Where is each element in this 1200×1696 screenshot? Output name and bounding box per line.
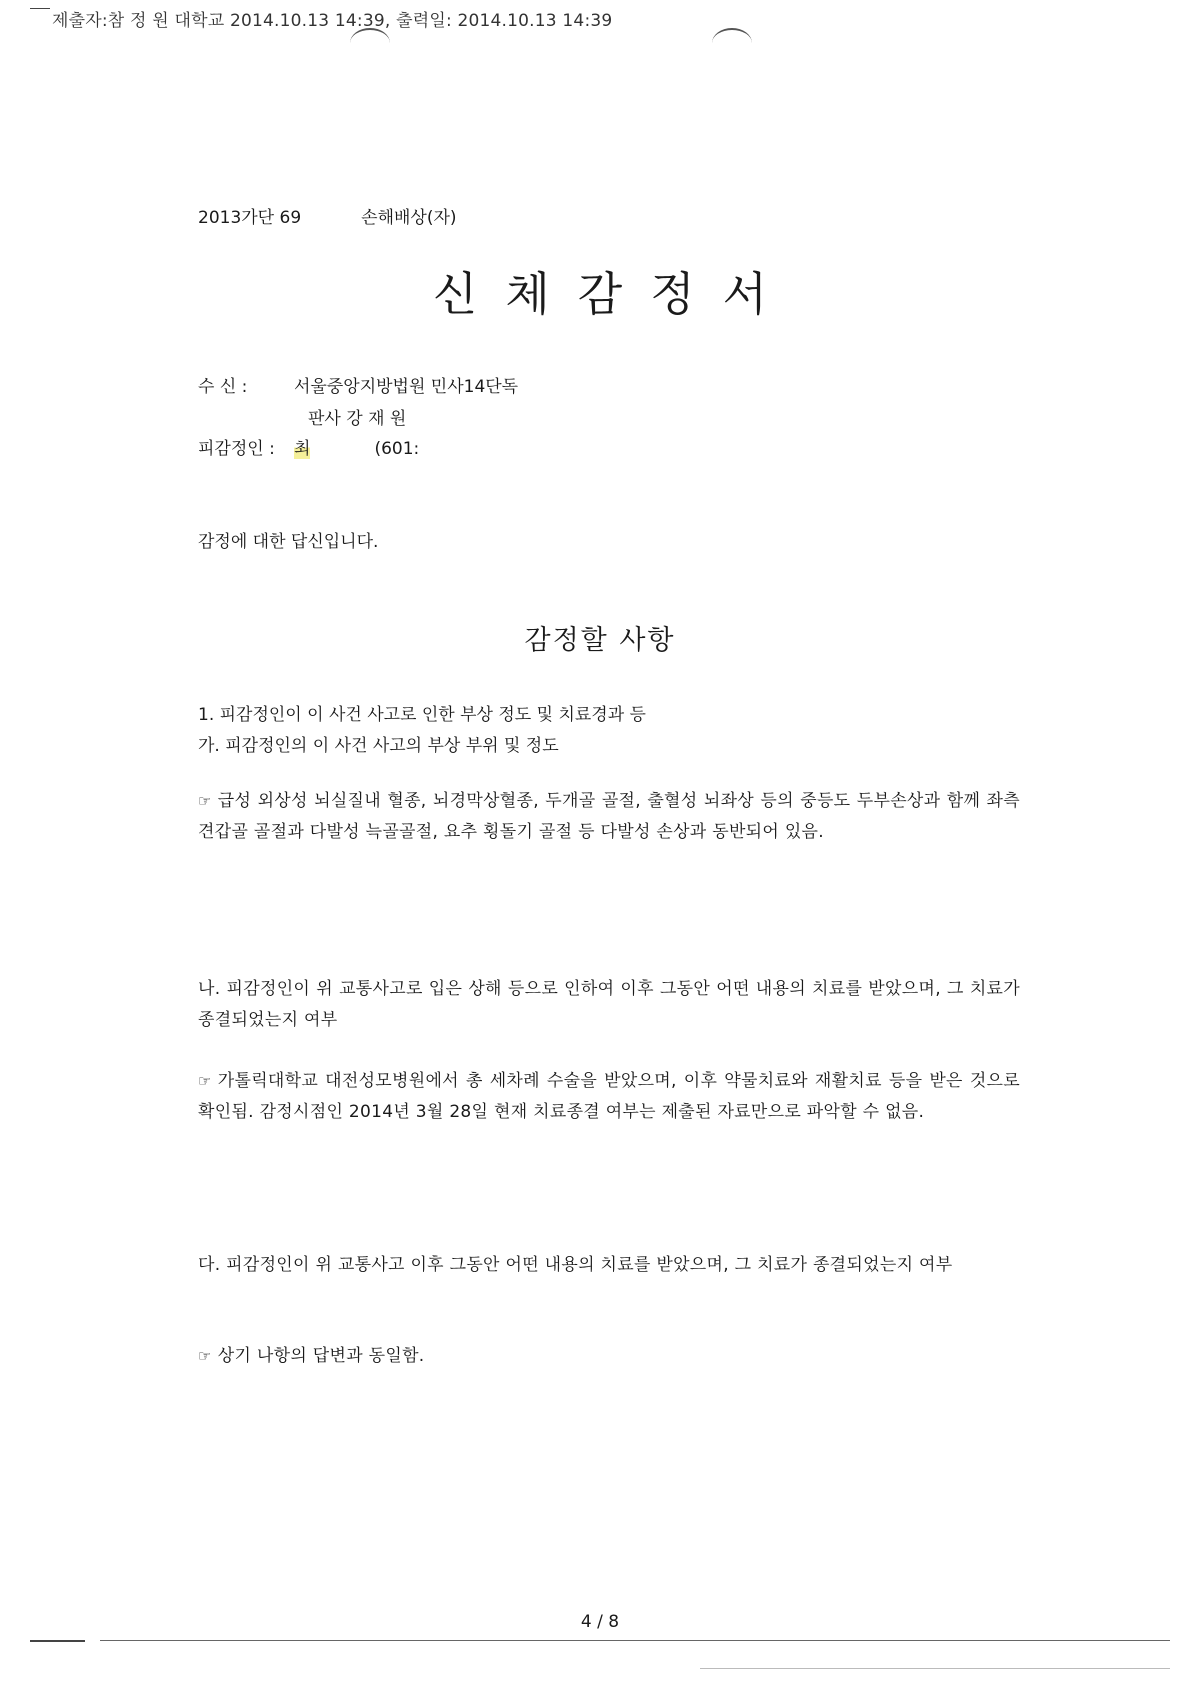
document-title: 신체감정서: [432, 267, 796, 321]
bottom-rule: [30, 1640, 85, 1642]
subject-row: [198, 434, 419, 459]
hand-pointer-icon: ☞: [198, 1347, 212, 1365]
item-ga: 가. 피감정인의 이 사건 사고의 부상 부위 및 정도: [198, 736, 559, 756]
scan-mark: [712, 28, 752, 58]
top-rule: [30, 8, 50, 9]
answer-na: ☞ 가톨릭대학교 대전성모병원에서 총 세차례 수술을 받았으며, 이후 약물치료와 재활치료 등을 받은 것으로 확인됨. 감정시점인 2014년 3월 28일 현재 치료종결 여부는 제출된 자료만으로 파악할 수 없음.: [198, 1071, 1020, 1122]
subject-name: 최: [294, 434, 310, 459]
recipient-label: 수 신 :: [198, 377, 248, 397]
intro-text: 감정에 대한 답신입니다.: [198, 532, 379, 552]
submission-stamp: 제출자:참 정 원 대학교 2014.10.13 14:39, 출력일: 2014.10.13 14:39: [52, 11, 613, 31]
subject-id: (601:: [374, 439, 420, 459]
scan-mark: [350, 28, 390, 58]
answer-ga: ☞ 급성 외상성 뇌실질내 혈종, 뇌경막상혈종, 두개골 골절, 출혈성 뇌좌상 등의 중등도 두부손상과 함께 좌측 견갑골 골절과 다발성 늑골골절, 요추 횡돌기 골절 등 다발성 손상과 동반되어 있음.: [198, 791, 1020, 842]
case-type: 손해배상(자): [361, 208, 457, 228]
recipient-row: [198, 372, 518, 397]
bottom-rule: [100, 1640, 1170, 1641]
hand-pointer-icon: ☞: [198, 792, 212, 810]
case-number: 2013가단 69: [198, 208, 302, 228]
bottom-rule: [700, 1668, 1170, 1669]
case-line: [198, 203, 457, 228]
item-da: 다. 피감정인이 위 교통사고 이후 그동안 어떤 내용의 치료를 받았으며, 그 치료가 종결되었는지 여부: [198, 1255, 953, 1275]
recipient-court: 서울중앙지방법원 민사14단독: [294, 377, 519, 397]
item-1: 1. 피감정인이 이 사건 사고로 인한 부상 정도 및 치료경과 등: [198, 705, 646, 725]
subject-label: 피감정인 :: [198, 439, 275, 459]
recipient-judge: 판사 강 재 원: [308, 409, 407, 429]
answer-da: ☞ 상기 나항의 답변과 동일함.: [198, 1346, 425, 1366]
section-title: 감정할 사항: [524, 625, 676, 656]
page-number: 4 / 8: [580, 1612, 620, 1632]
hand-pointer-icon: ☞: [198, 1072, 212, 1090]
item-na: 나. 피감정인이 위 교통사고로 입은 상해 등으로 인하여 이후 그동안 어떤 내용의 치료를 받았으며, 그 치료가 종결되었는지 여부: [198, 979, 1020, 1030]
